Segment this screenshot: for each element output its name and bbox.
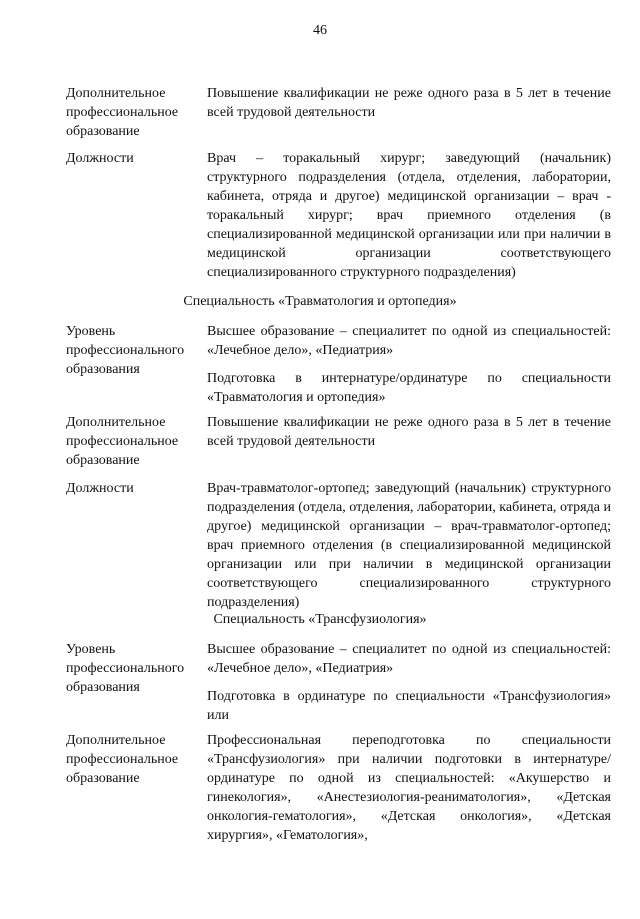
page-number: 46 — [313, 23, 327, 38]
row-content — [207, 84, 611, 122]
row-content — [207, 479, 611, 612]
row-text: Подготовка в интернатуре/ординатуре по специальности «Травматология и ортопедия» — [207, 371, 611, 405]
row-label: Дополнительное профессиональное образование — [66, 415, 179, 468]
row-label: Уровень профессионального образования — [66, 642, 185, 695]
row-text: Врач – торакальный хирург; заведующий (начальник) структурного подразделения (отдела, отделения, лаборатории, кабинета, отряда и другое) медицинской организации – врач - торакальный хирург; врач приемного отделения (в специализированной медицинской организации или при наличии в медицинской организации соответствующего специализированного структурного подразделения) — [207, 151, 611, 280]
row-content — [207, 640, 611, 725]
row-text: Подготовка в ординатуре по специальности «Трансфузиология» или — [207, 689, 611, 723]
row-label: Должности — [66, 151, 134, 166]
section-heading-transfusiology: Специальность «Трансфузиология» — [213, 612, 427, 627]
section-heading-trauma: Специальность «Травматология и ортопедия» — [183, 294, 457, 309]
row-label: Дополнительное профессиональное образование — [66, 733, 179, 786]
row-text: Повышение квалификации не реже одного раза в 5 лет в течение всей трудовой деятельности — [207, 86, 611, 120]
row-content — [207, 413, 611, 451]
row-text: Профессиональная переподготовка по специальности «Трансфузиология» при наличии подготовки в интернатуре/ординатуре по одной из специальностей: «Акушерство и гинекология», «Анестезиология-реаниматология», «Детская онкология-гематология», «Детская онкология», «Детская хирургия», «Гематология», — [207, 733, 611, 843]
row-content — [207, 149, 611, 282]
row-content — [207, 322, 611, 407]
row-text: Врач-травматолог-ортопед; заведующий (начальник) структурного подразделения (отдела, отделения, лаборатории, кабинета, отряда и другое) медицинской организации – врач-травматолог-ортопед; врач приемного отделения (в специализированной медицинской организации или при наличии в медицинской организации соответствующего специализированного структурного подразделения) — [207, 481, 611, 610]
row-content — [207, 731, 611, 845]
row-text: Высшее образование – специалитет по одной из специальностей: «Лечебное дело», «Педиатрия» — [207, 642, 611, 676]
row-label: Должности — [66, 481, 134, 496]
row-label: Уровень профессионального образования — [66, 324, 185, 377]
row-label: Дополнительное профессиональное образование — [66, 86, 179, 139]
row-text: Высшее образование – специалитет по одной из специальностей: «Лечебное дело», «Педиатрия» — [207, 324, 611, 358]
row-text: Повышение квалификации не реже одного раза в 5 лет в течение всей трудовой деятельности — [207, 415, 611, 449]
